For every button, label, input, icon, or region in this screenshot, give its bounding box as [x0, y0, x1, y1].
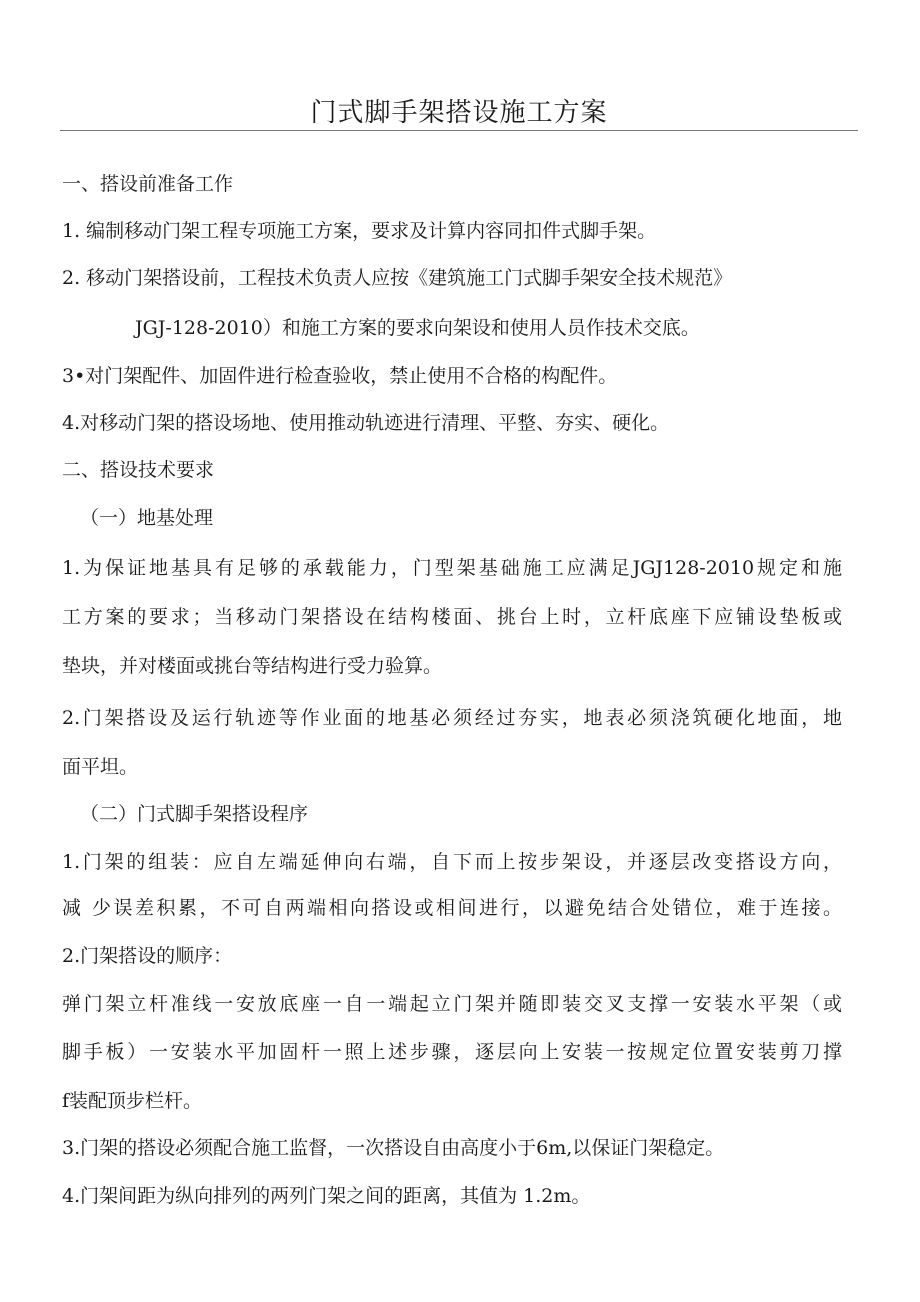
- paragraph-line: 3•对门架配件、加固件进行检查验收，禁止使用不合格的构配件。: [62, 365, 618, 387]
- paragraph-line: JGJ-128-2010）和施工方案的要求向架设和使用人员作技术交底。: [135, 317, 700, 339]
- paragraph-line: 垫块，并对楼面或挑台等结构进行受力验算。: [62, 655, 443, 677]
- document-title: 门式脚手架搭设施工方案: [310, 98, 608, 128]
- paragraph-line: 2.门架搭设及运行轨迹等作业面的地基必须经过夯实，地表必须浇筑硬化地面，地: [62, 707, 842, 729]
- paragraph-line: 2.门架搭设的顺序：: [62, 945, 233, 967]
- paragraph-line: 面平坦。: [62, 756, 139, 778]
- paragraph-line: 减 少误差积累，不可自两端相向搭设或相间进行，以避免结合处错位，难于连接。: [62, 897, 842, 919]
- paragraph-line: 1.为保证地基具有足够的承载能力，门型架基础施工应满足JGJ128-2010规定和施: [62, 557, 842, 579]
- subsection-heading-1: （一）地基处理: [80, 507, 214, 529]
- paragraph-line: 1. 编制移动门架工程专项施工方案，要求及计算内容同扣件式脚手架。: [62, 220, 657, 242]
- paragraph-line: 4.对移动门架的搭设场地、使用推动轨迹进行清理、平整、夯实、硬化。: [62, 412, 670, 434]
- paragraph-line: 3.门架的搭设必须配合施工监督，一次搭设自由高度小于6m,以保证门架稳定。: [62, 1137, 725, 1159]
- title-divider: [60, 130, 858, 131]
- paragraph-line: f装配顶步栏杆。: [62, 1090, 203, 1112]
- paragraph-line: 工方案的要求；当移动门架搭设在结构楼面、挑台上时，立杆底座下应铺设垫板或: [62, 606, 842, 628]
- paragraph-line: 2. 移动门架搭设前，工程技术负责人应按《建筑施工门式脚手架安全技术规范》: [62, 267, 733, 289]
- section-heading-2: 二、搭设技术要求: [62, 459, 215, 481]
- subsection-heading-2: （二）门式脚手架搭设程序: [80, 803, 309, 825]
- paragraph-line: 弹门架立杆准线一安放底座一自一端起立门架并随即装交叉支撑一安装水平架（或: [62, 993, 842, 1015]
- paragraph-line: 1.门架的组装：应自左端延伸向右端，自下而上按步架设，并逐层改变搭设方向，: [62, 851, 842, 873]
- paragraph-line: 脚手板）一安装水平加固杆一照上述步骤，逐层向上安装一按规定位置安装剪刀撑: [62, 1041, 842, 1063]
- section-heading-1: 一、搭设前准备工作: [62, 173, 234, 195]
- paragraph-line: 4.门架间距为纵向排列的两列门架之间的距离，其值为 1.2m。: [62, 1185, 591, 1207]
